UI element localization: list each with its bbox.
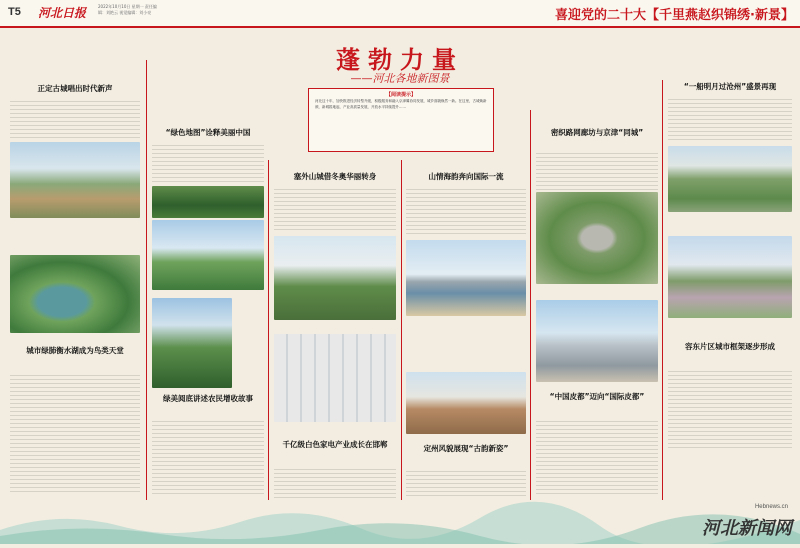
article-title: “中国皮都”迈向“国际皮都” (549, 392, 645, 401)
footer-decoration (0, 500, 800, 544)
issue-meta: 2022年10月10日 星期一 责任编辑：刘艳云 视觉编辑：刘小亮 (98, 4, 157, 15)
intro-box (308, 88, 494, 152)
photo-forest (152, 186, 264, 218)
photo-dingzhou (406, 372, 526, 434)
article-title: 正定古城唱出时代新声 (37, 84, 113, 93)
page-title: 蓬勃力量 (336, 45, 464, 74)
article-body (406, 468, 526, 498)
article-body (10, 98, 140, 140)
photo-cangzhou-canal (668, 146, 792, 212)
photo-zhengding (10, 142, 140, 218)
intro-body: 河北这十年，加快推进经济转型升级，积极服务和融入京津冀协同发展，城乡面貌焕然一新。在这里，古城焕新颜，新城拔地起，产业高质量发展，开放水平持续提升…… (315, 99, 487, 109)
article-body (152, 142, 264, 182)
article-title: “一船明月过沧州”盛景再现 (683, 82, 777, 91)
page-header (0, 0, 800, 28)
page-subtitle: ——河北各地新图景 (350, 72, 450, 85)
article-body (668, 96, 792, 142)
photo-xiongan-rongdong (668, 236, 792, 318)
page-slogan: 喜迎党的二十大【千里燕赵织锦绣·新景】 (555, 8, 794, 23)
photo-village (152, 298, 232, 388)
photo-appliance-factory (274, 334, 396, 422)
mountain-wave-icon (0, 500, 800, 544)
article-body (536, 150, 658, 190)
newspaper-logo: 河北日报 (38, 6, 87, 20)
photo-langfang-interchange (536, 192, 658, 284)
watermark-site: Hebnews.cn (754, 504, 788, 510)
divider (662, 80, 663, 500)
article-title: 塞外山城借冬奥华丽转身 (293, 172, 377, 181)
divider (401, 160, 402, 500)
divider (530, 110, 531, 500)
article-title: 密织路网廊坊与京津“同城” (550, 128, 644, 137)
article-body (536, 418, 658, 494)
article-body (274, 186, 396, 232)
watermark-brand: 河北新闻网 (702, 518, 792, 539)
article-title: “绿色地图”诠释美丽中国 (165, 128, 251, 137)
article-body (668, 368, 792, 450)
photo-qinhuangdao-coast (406, 240, 526, 316)
article-title: 城市绿肺衡水湖成为鸟类天堂 (26, 346, 124, 355)
intro-label: 【阅读提示】 (385, 92, 416, 98)
article-title: 定州风貌展现“古韵新姿” (423, 444, 509, 453)
photo-grassland (152, 220, 264, 290)
article-body (274, 466, 396, 498)
article-body (10, 372, 140, 492)
photo-chongli-cycling (274, 236, 396, 320)
divider (268, 160, 269, 500)
page-number: T5 (8, 6, 21, 18)
article-title: 绿美阅底讲述农民增收故事 (163, 394, 253, 403)
photo-xinji-city (536, 300, 658, 382)
photo-hengshui-lake (10, 255, 140, 333)
article-body (152, 418, 264, 496)
article-title: 容东片区城市框架逐步形成 (685, 342, 775, 351)
article-body (406, 186, 526, 236)
article-title: 山情海韵奔向国际一流 (428, 172, 504, 181)
divider (146, 60, 147, 500)
article-title: 千亿级白色家电产业成长在邯郸 (282, 440, 388, 449)
